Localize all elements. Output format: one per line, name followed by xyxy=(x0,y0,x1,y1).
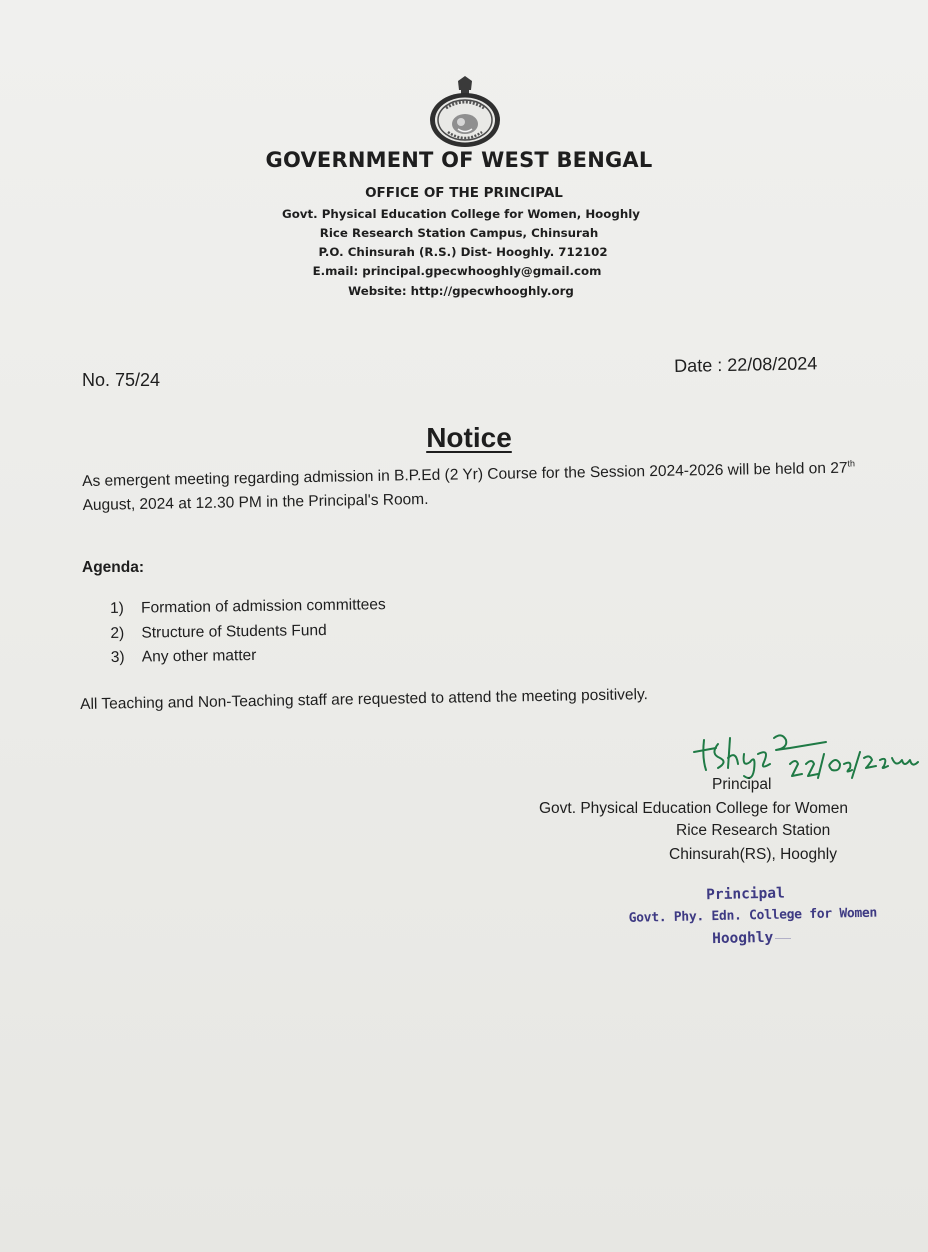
postal-address: P.O. Chinsurah (R.S.) Dist- Hooghly. 712102 xyxy=(318,245,608,259)
campus-address: Rice Research Station Campus, Chinsurah xyxy=(319,226,599,240)
agenda-item-text: Formation of admission committees xyxy=(140,596,386,617)
notice-body-superscript: th xyxy=(847,458,856,469)
state-emblem-icon xyxy=(428,74,502,148)
stamp-line-title: Principal xyxy=(706,885,785,904)
agenda-title: Agenda: xyxy=(82,559,144,576)
institution-name: Govt. Physical Education College for Women, Hooghly xyxy=(282,207,640,221)
notice-body-part1: As emergent meeting regarding admission in B.P.Ed (2 Yr) Course for the Session 2024-2026 will be held on 27 xyxy=(82,459,848,490)
government-heading: GOVERNMENT OF WEST BENGAL xyxy=(265,148,653,172)
stamp-line-place: Hooghly xyxy=(711,929,774,948)
agenda-item-text: Any other matter xyxy=(141,646,257,666)
notice-body-part2: August, 2024 at 12.30 PM in the Principal's Room. xyxy=(82,490,429,514)
notice-body xyxy=(82,456,883,518)
closing-statement: All Teaching and Non-Teaching staff are requested to attend the meeting positively. xyxy=(80,686,649,713)
stamp-line-college: Govt. Phy. Edn. College for Women xyxy=(628,905,878,926)
email-address: E.mail: principal.gpecwhooghly@gmail.com xyxy=(312,264,602,278)
stamp-mark xyxy=(775,938,791,939)
agenda-item-text: Structure of Students Fund xyxy=(141,621,327,642)
agenda-item-number: 2) xyxy=(110,624,125,642)
website-address: Website: http://gpecwhooghly.org xyxy=(348,284,574,298)
signatory-station: Rice Research Station xyxy=(676,822,831,839)
official-stamp xyxy=(620,881,878,952)
signatory-title: Principal xyxy=(712,776,772,793)
signatory-place: Chinsurah(RS), Hooghly xyxy=(669,846,837,863)
agenda-item-number: 1) xyxy=(110,599,125,617)
agenda-item xyxy=(111,645,387,673)
agenda-list xyxy=(110,596,387,673)
notice-title: Notice xyxy=(426,422,512,453)
signatory-college: Govt. Physical Education College for Women xyxy=(539,800,849,817)
office-heading: OFFICE OF THE PRINCIPAL xyxy=(365,185,563,201)
notice-date: Date : 22/08/2024 xyxy=(674,353,818,376)
handwritten-signature xyxy=(690,724,928,784)
reference-number: No. 75/24 xyxy=(82,370,161,390)
agenda-item-number: 3) xyxy=(110,648,125,666)
